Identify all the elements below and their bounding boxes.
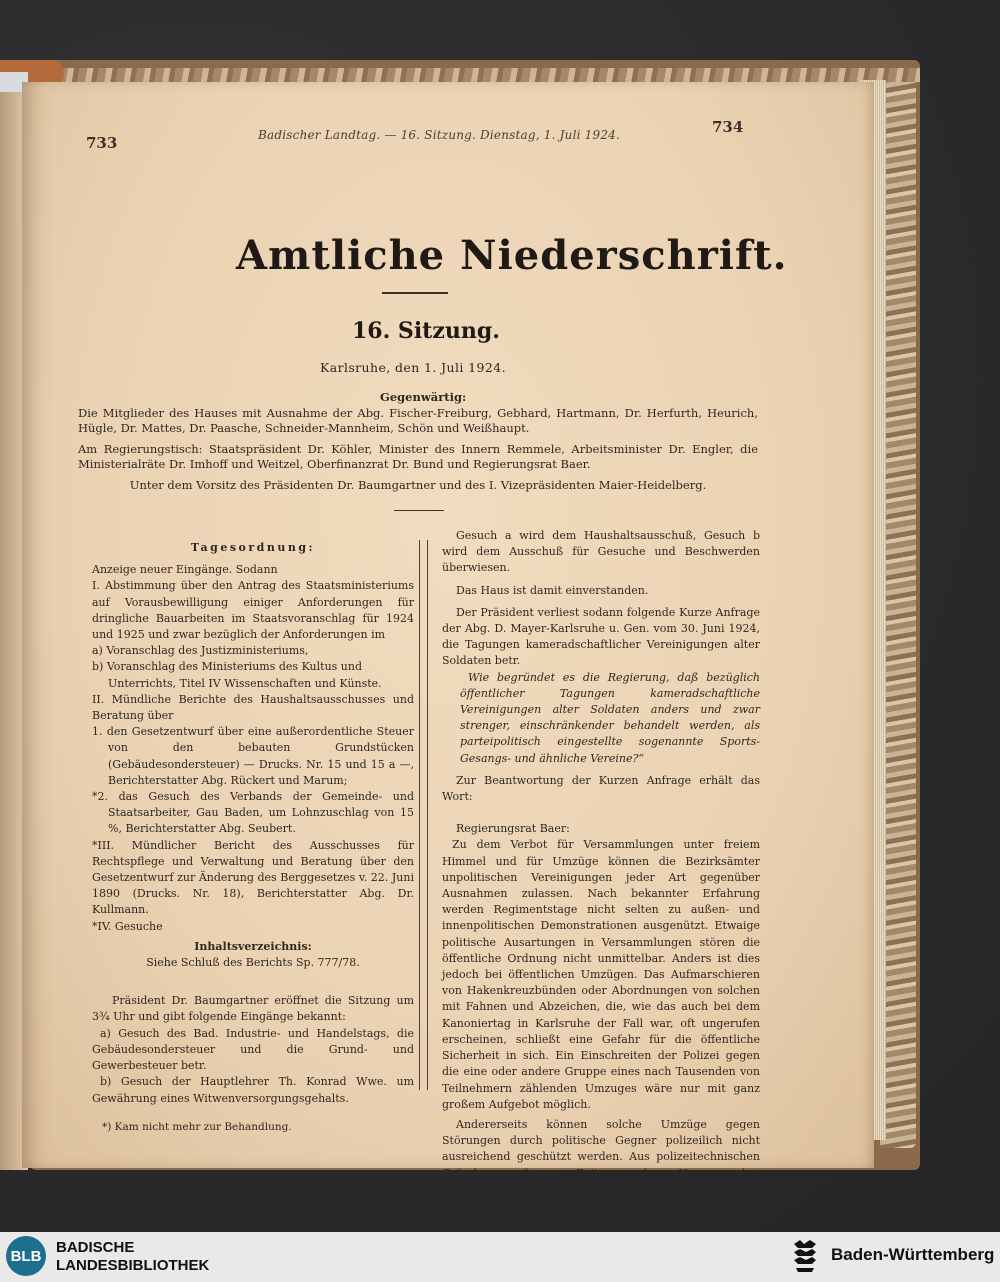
contents-text: Siehe Schluß des Berichts Sp. 777/78. — [146, 956, 360, 970]
book-top-marbled-edge — [60, 68, 920, 82]
short-question-quote: Wie begründet es die Regierung, daß bezüglich öffentlicher Tagungen kameradschaftliche Vereinigungen alter Soldaten anders und zwar strenger, einschränkender behandelt werden, als parteipolitisch eingestellte sogenannte Sports- Gesangs- und ähnliche Vereine?“ — [460, 670, 760, 765]
agenda-item-1a: a) Voranschlag des Justizministeriums, — [92, 644, 309, 658]
blb-logo[interactable]: BLB — [6, 1236, 46, 1276]
footnote: *) Kam nicht mehr zur Behandlung. — [102, 1120, 292, 1133]
baden-wuerttemberg-lion-icon[interactable] — [790, 1238, 820, 1274]
speaker: Regierungsrat Baer: — [456, 822, 570, 836]
place-date: Karlsruhe, den 1. Juli 1924. — [320, 360, 506, 375]
state-name[interactable]: Baden-Württemberg — [831, 1245, 995, 1264]
session-opening: Präsident Dr. Baumgartner eröffnet die Sitzung um 3¾ Uhr und gibt folgende Eingänge bekannt: — [92, 994, 414, 1024]
short-question-intro: Der Präsident verliest sodann folgende Kurze Anfrage der Abg. D. Mayer-Karlsruhe u. Gen. vom 30. Juni 1924, die Tagungen kameradschaftlicher Vereinigungen alter Soldaten betr. — [442, 605, 760, 668]
title-rule — [382, 292, 448, 294]
agenda-item-1b: b) Voranschlag des Ministeriums des Kultus und Unterrichts, Titel IV Wissenschaften und Künste. — [92, 660, 382, 690]
contents-heading: Inhaltsverzeichnis: — [194, 939, 312, 953]
library-name[interactable] — [56, 1239, 209, 1275]
document-title: Amtliche Niederschrift. — [236, 232, 788, 279]
right-column — [442, 528, 760, 1198]
agenda-item-2-1: 1. den Gesetzentwurf über eine außerordentliche Steuer von den bebauten Grundstücken (Gebäudesondersteuer) — Drucks. Nr. 15 und 15 a —, Berichterstatter Abg. Rückert und Marum; — [92, 725, 414, 787]
library-name-line-1: BADISCHE — [56, 1239, 135, 1256]
agenda-heading: Tagesordnung: — [190, 541, 316, 554]
petition-a: a) Gesuch des Bad. Industrie- und Handelstags, die Gebäudesondersteuer und die Grund- und Gewerbesteuer betr. — [92, 1026, 414, 1073]
running-head: Badischer Landtag. — 16. Sitzung. Dienstag, 1. Juli 1924. — [258, 128, 621, 142]
document-page — [22, 82, 874, 1196]
agenda-item-1: I. Abstimmung über den Antrag des Staatsministeriums auf Vorausbewilligung einiger Anforderungen für dringliche Bauarbeiten im Staatsvoranschlag für 1924 und 1925 und zwar bezüglich der Anforderungen im — [92, 579, 414, 642]
chair: Unter dem Vorsitz des Präsidenten Dr. Baumgartner und des I. Vizepräsidenten Maier-Heidelberg. — [129, 478, 707, 492]
government-bench: Am Regierungstisch: Staatspräsident Dr. Köhler, Minister des Innern Remmele, Arbeitsminister Dr. Engler, die Ministerialräte Dr. Imhoff und Weitzel, Oberfinanzrat Dr. Bund und Regierungsrat Baer. — [78, 442, 758, 471]
page-number-left: 733 — [86, 134, 118, 152]
header-end-rule — [394, 510, 444, 511]
agenda-intro: Anzeige neuer Eingänge. Sodann — [92, 563, 278, 577]
agenda-item-4: *IV. Gesuche — [92, 919, 163, 933]
session-heading: 16. Sitzung. — [352, 318, 500, 344]
answer-paragraph-2: Andererseits können solche Umzüge gegen Störungen durch politische Gegner polizeilich nicht ausreichend geschützt werden. Aus polizeitechnischen Gründen muß zur Zeit an dem Umzugsverbot Regimentstagen gegenüber festgehalten werden — [442, 1117, 760, 1196]
answer-intro: Zur Beantwortung der Kurzen Anfrage erhält das Wort: — [442, 773, 760, 804]
column-divider — [419, 540, 420, 1090]
page-number-right: 734 — [712, 118, 744, 136]
left-column — [92, 540, 414, 1135]
present-heading: Gegenwärtig: — [380, 390, 467, 404]
agenda-item-2: II. Mündliche Berichte des Haushaltsausschusses und Beratung über — [92, 692, 414, 723]
library-name-line-2: LANDESBIBLIOTHEK — [56, 1257, 210, 1274]
agenda-item-3: *III. Mündlicher Bericht des Ausschusses für Rechtspflege und Verwaltung und Beratung über den Gesetzentwurf zur Änderung des Berggesetzes v. 22. Juni 1890 (Drucks. Nr. 18), Berichterstatter Abg. Dr. Kullmann. — [92, 838, 414, 917]
present-members: Die Mitglieder des Hauses mit Ausnahme der Abg. Fischer-Freiburg, Gebhard, Hartmann, Dr. Herfurth, Heurich, Hügle, Dr. Mattes, Dr. Paasche, Schneider-Mannheim, Schön und Weißhaupt. — [78, 406, 758, 435]
right-paragraph-1: Gesuch a wird dem Haushaltsausschuß, Gesuch b wird dem Ausschuß für Gesuche und Beschwerden überwiesen. — [442, 529, 760, 575]
column-divider-double — [427, 540, 428, 1090]
answer-paragraph-1: Zu dem Verbot für Versammlungen unter freiem Himmel und für Umzüge können die Bezirksämter unpolitischen Vereinigungen jeder Art gegenüber Ausnahmen zulassen. Nach bekannter Erfahrung werden Regimentstage nicht selten zu außen- und innenpolitischen Demonstrationen ausgenützt. Etwaige politische Ausartungen in Versammlungen stören die öffentliche Ordnung nicht unmittelbar. Anders ist dies jedoch bei öffentlichen Umzügen. Das Aufmarschieren von Hakenkreuzbünden oder Abordnungen von solchen mit Fahnen und Abzeichen, die, wie das auch bei dem Kanoniertag in Karlsruhe der Fall war, oft ungerufen erscheinen, schließt eine Gefahr für die öffentliche Sicherheit in sich. Ein Einschreiten der Polizei gegen die eine oder andere Gruppe eines nach Tausenden von Teilnehmern zählenden Umzuges wäre nur mit ganz großem Aufgebot möglich. — [442, 838, 760, 1111]
agenda-item-2-2: *2. das Gesuch des Verbands der Gemeinde- und Staatsarbeiter, Gau Baden, um Lohnzuschlag von 15 %, Berichterstatter Abg. Seubert. — [92, 790, 414, 836]
petition-b: b) Gesuch der Hauptlehrer Th. Konrad Wwe. um Gewährung eines Witwenversorgungsgehalts. — [92, 1075, 414, 1105]
right-paragraph-2: Das Haus ist damit einverstanden. — [456, 583, 649, 597]
